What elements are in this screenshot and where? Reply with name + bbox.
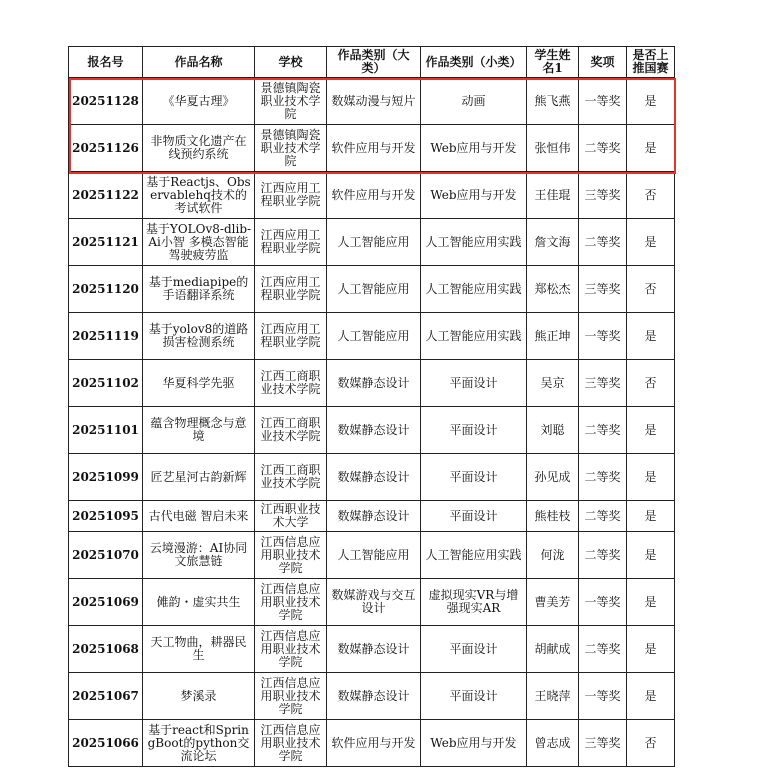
table-row bbox=[69, 172, 675, 219]
cell-title: 蕴含物理概念与意境 bbox=[143, 407, 255, 454]
cell-school: 江西应用工程职业学院 bbox=[255, 172, 327, 219]
cell-award: 二等奖 bbox=[579, 407, 627, 454]
cell-award: 一等奖 bbox=[579, 78, 627, 125]
table-row bbox=[69, 266, 675, 313]
cell-minor: 人工智能应用实践 bbox=[421, 313, 527, 360]
cell-minor: 平面设计 bbox=[421, 626, 527, 673]
cell-id: 20251099 bbox=[69, 454, 143, 501]
cell-id: 20251095 bbox=[69, 501, 143, 532]
cell-minor: 人工智能应用实践 bbox=[421, 532, 527, 579]
cell-id: 20251101 bbox=[69, 407, 143, 454]
cell-national: 是 bbox=[627, 454, 675, 501]
cell-minor: 平面设计 bbox=[421, 407, 527, 454]
header-cell-award: 奖项 bbox=[579, 47, 627, 78]
cell-national: 是 bbox=[627, 673, 675, 720]
cell-major: 软件应用与开发 bbox=[327, 720, 421, 767]
cell-major: 数媒静态设计 bbox=[327, 673, 421, 720]
cell-student: 王晓萍 bbox=[527, 673, 579, 720]
cell-award: 二等奖 bbox=[579, 125, 627, 172]
table-row bbox=[69, 579, 675, 626]
cell-title: 非物质文化遗产在线预约系统 bbox=[143, 125, 255, 172]
cell-id: 20251102 bbox=[69, 360, 143, 407]
cell-national: 否 bbox=[627, 360, 675, 407]
cell-national: 是 bbox=[627, 313, 675, 360]
cell-student: 吴京 bbox=[527, 360, 579, 407]
cell-school: 江西职业技术大学 bbox=[255, 501, 327, 532]
cell-title: 《华夏古理》 bbox=[143, 78, 255, 125]
table-row bbox=[69, 626, 675, 673]
cell-id: 20251066 bbox=[69, 720, 143, 767]
cell-national: 是 bbox=[627, 579, 675, 626]
cell-major: 数媒静态设计 bbox=[327, 360, 421, 407]
cell-award: 二等奖 bbox=[579, 219, 627, 266]
cell-title: 梦溪录 bbox=[143, 673, 255, 720]
cell-id: 20251067 bbox=[69, 673, 143, 720]
cell-minor: Web应用与开发 bbox=[421, 125, 527, 172]
cell-student: 郑松杰 bbox=[527, 266, 579, 313]
cell-id: 20251126 bbox=[69, 125, 143, 172]
results-table bbox=[68, 46, 675, 767]
cell-minor: Web应用与开发 bbox=[421, 172, 527, 219]
cell-id: 20251119 bbox=[69, 313, 143, 360]
cell-national: 是 bbox=[627, 532, 675, 579]
cell-title: 基于YOLOv8-dlib-Ai小智 多模态智能驾驶疲劳监 bbox=[143, 219, 255, 266]
cell-id: 20251122 bbox=[69, 172, 143, 219]
cell-school: 江西工商职业技术学院 bbox=[255, 360, 327, 407]
cell-national: 否 bbox=[627, 266, 675, 313]
cell-school: 江西应用工程职业学院 bbox=[255, 313, 327, 360]
cell-id: 20251120 bbox=[69, 266, 143, 313]
cell-national: 否 bbox=[627, 172, 675, 219]
cell-student: 何泷 bbox=[527, 532, 579, 579]
cell-school: 江西信息应用职业技术学院 bbox=[255, 720, 327, 767]
table-row bbox=[69, 125, 675, 172]
cell-school: 景德镇陶瓷职业技术学院 bbox=[255, 78, 327, 125]
cell-award: 三等奖 bbox=[579, 360, 627, 407]
header-cell-school: 学校 bbox=[255, 47, 327, 78]
cell-title: 天工物曲，耕器民生 bbox=[143, 626, 255, 673]
table-row bbox=[69, 720, 675, 767]
cell-major: 人工智能应用 bbox=[327, 313, 421, 360]
table-row bbox=[69, 219, 675, 266]
table-row bbox=[69, 407, 675, 454]
header-cell-title: 作品名称 bbox=[143, 47, 255, 78]
table-row bbox=[69, 360, 675, 407]
cell-award: 三等奖 bbox=[579, 720, 627, 767]
cell-title: 匠艺星河古韵新辉 bbox=[143, 454, 255, 501]
cell-national: 是 bbox=[627, 125, 675, 172]
cell-major: 数媒静态设计 bbox=[327, 626, 421, 673]
cell-award: 一等奖 bbox=[579, 673, 627, 720]
cell-award: 三等奖 bbox=[579, 266, 627, 313]
results-sheet bbox=[68, 46, 674, 767]
cell-id: 20251068 bbox=[69, 626, 143, 673]
cell-title: 傩韵・虚实共生 bbox=[143, 579, 255, 626]
cell-title: 基于mediapipe的手语翻译系统 bbox=[143, 266, 255, 313]
cell-minor: 动画 bbox=[421, 78, 527, 125]
header-cell-major: 作品类别（大类） bbox=[327, 47, 421, 78]
cell-minor: 人工智能应用实践 bbox=[421, 219, 527, 266]
cell-title: 古代电磁 智启未来 bbox=[143, 501, 255, 532]
cell-id: 20251121 bbox=[69, 219, 143, 266]
cell-student: 詹文海 bbox=[527, 219, 579, 266]
cell-minor: 平面设计 bbox=[421, 360, 527, 407]
cell-school: 江西信息应用职业技术学院 bbox=[255, 626, 327, 673]
cell-minor: Web应用与开发 bbox=[421, 720, 527, 767]
cell-id: 20251128 bbox=[69, 78, 143, 125]
cell-national: 是 bbox=[627, 501, 675, 532]
cell-award: 二等奖 bbox=[579, 501, 627, 532]
cell-title: 云境漫游：AI协同文旅慧链 bbox=[143, 532, 255, 579]
cell-national: 是 bbox=[627, 407, 675, 454]
cell-school: 江西应用工程职业学院 bbox=[255, 266, 327, 313]
cell-major: 人工智能应用 bbox=[327, 266, 421, 313]
cell-school: 景德镇陶瓷职业技术学院 bbox=[255, 125, 327, 172]
cell-major: 人工智能应用 bbox=[327, 532, 421, 579]
cell-school: 江西信息应用职业技术学院 bbox=[255, 673, 327, 720]
table-row bbox=[69, 501, 675, 532]
cell-major: 数媒动漫与短片 bbox=[327, 78, 421, 125]
table-row bbox=[69, 78, 675, 125]
cell-student: 熊桂枝 bbox=[527, 501, 579, 532]
cell-title: 基于yolov8的道路损害检测系统 bbox=[143, 313, 255, 360]
cell-major: 数媒游戏与交互设计 bbox=[327, 579, 421, 626]
cell-national: 否 bbox=[627, 720, 675, 767]
cell-id: 20251069 bbox=[69, 579, 143, 626]
cell-major: 数媒静态设计 bbox=[327, 501, 421, 532]
header-cell-national: 是否上推国赛 bbox=[627, 47, 675, 78]
cell-award: 三等奖 bbox=[579, 172, 627, 219]
cell-school: 江西信息应用职业技术学院 bbox=[255, 532, 327, 579]
cell-minor: 平面设计 bbox=[421, 454, 527, 501]
cell-minor: 平面设计 bbox=[421, 673, 527, 720]
cell-award: 二等奖 bbox=[579, 454, 627, 501]
cell-school: 江西工商职业技术学院 bbox=[255, 407, 327, 454]
cell-student: 熊正坤 bbox=[527, 313, 579, 360]
header-cell-student: 学生姓名1 bbox=[527, 47, 579, 78]
cell-national: 是 bbox=[627, 219, 675, 266]
cell-student: 孙见成 bbox=[527, 454, 579, 501]
table-row bbox=[69, 673, 675, 720]
cell-school: 江西应用工程职业学院 bbox=[255, 219, 327, 266]
cell-school: 江西工商职业技术学院 bbox=[255, 454, 327, 501]
cell-major: 软件应用与开发 bbox=[327, 172, 421, 219]
cell-title: 基于Reactjs、Observablehq技术的考试软件 bbox=[143, 172, 255, 219]
cell-award: 一等奖 bbox=[579, 579, 627, 626]
cell-national: 是 bbox=[627, 626, 675, 673]
cell-major: 数媒静态设计 bbox=[327, 407, 421, 454]
cell-student: 熊飞燕 bbox=[527, 78, 579, 125]
table-row bbox=[69, 532, 675, 579]
cell-student: 曹美芳 bbox=[527, 579, 579, 626]
cell-national: 是 bbox=[627, 78, 675, 125]
header-cell-id: 报名号 bbox=[69, 47, 143, 78]
cell-award: 二等奖 bbox=[579, 626, 627, 673]
cell-student: 胡献成 bbox=[527, 626, 579, 673]
cell-major: 软件应用与开发 bbox=[327, 125, 421, 172]
cell-award: 二等奖 bbox=[579, 532, 627, 579]
cell-title: 华夏科学先驱 bbox=[143, 360, 255, 407]
cell-student: 张恒伟 bbox=[527, 125, 579, 172]
cell-major: 数媒静态设计 bbox=[327, 454, 421, 501]
cell-school: 江西信息应用职业技术学院 bbox=[255, 579, 327, 626]
cell-student: 曾志成 bbox=[527, 720, 579, 767]
cell-student: 王佳琨 bbox=[527, 172, 579, 219]
cell-minor: 虚拟现实VR与增强现实AR bbox=[421, 579, 527, 626]
cell-minor: 人工智能应用实践 bbox=[421, 266, 527, 313]
table-row bbox=[69, 313, 675, 360]
cell-title: 基于react和SpringBoot的python交流论坛 bbox=[143, 720, 255, 767]
table-header-row bbox=[69, 47, 675, 78]
cell-id: 20251070 bbox=[69, 532, 143, 579]
cell-student: 刘聪 bbox=[527, 407, 579, 454]
cell-award: 一等奖 bbox=[579, 313, 627, 360]
header-cell-minor: 作品类别（小类） bbox=[421, 47, 527, 78]
cell-minor: 平面设计 bbox=[421, 501, 527, 532]
table-row bbox=[69, 454, 675, 501]
cell-major: 人工智能应用 bbox=[327, 219, 421, 266]
